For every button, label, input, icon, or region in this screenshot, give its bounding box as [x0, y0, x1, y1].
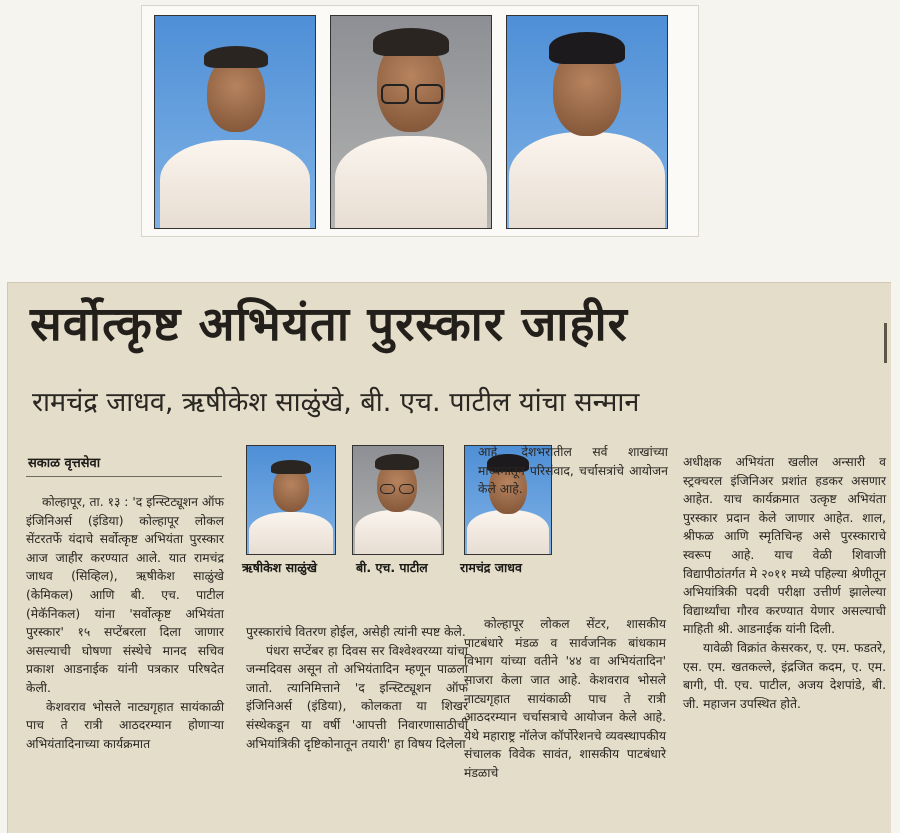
- inline-photo-middle: [352, 445, 444, 555]
- paragraph: कोल्हापूर, ता. १३ : 'द इन्स्टिट्यूशन ऑफ इंजिनिअर्स (इंडिया) कोल्हापूर लोकल सेंटरतर्फे यंदाचे सर्वोत्कृष्ट अभियंता पुरस्कार आज जाहीर करण्यात आले. यात रामचंद्र जाधव (सिव्हिल), ऋषीकेश साळुंखे (केमिकल) आणि बी. एच. पाटील (मेकॅनिकल) यांना 'सर्वोत्कृष्ट अभियंता पुरस्कार' १५ सप्टेंबरला दिला जाणार असल्याची घोषणा संस्थेचे मानद सचिव प्रकाश आडनाईक यांनी पत्रकार परिषदेत केली.: [26, 495, 224, 695]
- paragraph: यावेळी विक्रांत केसरकर, ए. एम. फडतरे, एस. एम. खतकल्ले, इंद्रजित कदम, ए. एम. बागी, पी. एच. पाटील, अजय देशपांडे, बी. जी. महाजन उपस्थित होते.: [683, 640, 886, 711]
- caption-left: ऋषीकेश साळुंखे: [242, 560, 317, 575]
- article-column-3-bottom: [464, 603, 666, 795]
- paragraph: पंधरा सप्टेंबर हा दिवस सर विश्वेश्वरय्या यांचा जन्मदिवस असून तो अभियंतादिन म्हणून पाळला जातो. त्यानिमित्ताने 'द इन्स्टिट्यूशन ऑफ इंजिनिअर्स (इंडिया), कोलकता या शिखर संस्थेकडून या वर्षी 'आपत्ती निवारणासाठीची अभियांत्रिकी दृष्टिकोनातून तयारी' हा विषय दिलेला: [246, 643, 468, 751]
- clipping-edge-mark: [884, 323, 887, 363]
- portrait-photo-middle: [330, 15, 492, 229]
- caption-middle: बी. एच. पाटील: [356, 560, 428, 575]
- paragraph: अधीक्षक अभियंता खलील अन्सारी व स्ट्रक्चरल इंजिनिअर प्रशांत हडकर असणार आहेत. याच कार्यक्रमात उत्कृष्ट अभियंता पुरस्कार प्रदान केले जाणार आहेत. शाल, श्रीफळ आणि स्मृतिचिन्ह असे पुरस्काराचे स्वरूप आहे. याच वेळी शिवाजी विद्यापीठांतर्गत मे २०११ मध्ये पहिल्या श्रेणीतून अभियांत्रिकी पदवी परीक्षा उत्तीर्ण झालेल्या विद्यार्थ्यांचा गौरव करण्यात येणार असल्याची माहिती श्री. आडनाईक यांनी दिली.: [683, 455, 886, 637]
- portrait-photo-left: [154, 15, 316, 229]
- article-column-2: [246, 623, 468, 753]
- paragraph: कोल्हापूर लोकल सेंटर, शासकीय पाटबंधारे मंडळ व सार्वजनिक बांधकाम विभाग यांच्या वतीने '४४ वा अभियंतादिन' साजरा केला जात आहे. केशवराव भोसले नाट्यगृहात सायंकाळी पाच ते रात्री आठदरम्यान चर्चासत्राचे आयोजन केले आहे. येथे महाराष्ट्र नॉलेज कॉर्पोरेशनचे व्यवस्थापकीय संचालक विवेक सावंत, शासकीय पाटबंधारे मंडळाचे: [464, 617, 666, 781]
- portrait-photo-right: [506, 15, 668, 229]
- newspaper-clipping: [7, 282, 891, 833]
- article-column-4: [683, 453, 886, 713]
- top-photo-strip: [141, 5, 699, 237]
- subheadline: रामचंद्र जाधव, ऋषीकेश साळुंखे, बी. एच. पाटील यांचा सन्मान: [32, 387, 640, 418]
- byline-divider: [26, 476, 222, 477]
- caption-right: रामचंद्र जाधव: [460, 560, 522, 575]
- byline: सकाळ वृत्तसेवा: [28, 456, 101, 471]
- article-column-1: [26, 493, 224, 753]
- paragraph: आहे. देशभरातील सर्व शाखांच्या माध्यमातून परिसंवाद, चर्चासत्रांचे आयोजन केले आहे.: [478, 445, 668, 497]
- inline-photo-left: [246, 445, 336, 555]
- headline: सर्वोत्कृष्ट अभियंता पुरस्कार जाहीर: [30, 297, 628, 352]
- paragraph: केशवराव भोसले नाट्यगृहात सायंकाळी पाच ते रात्री आठदरम्यान होणाऱ्या अभियंतादिनाच्या कार्यक्रमात: [26, 699, 224, 751]
- article-column-3-top: [478, 443, 668, 499]
- paragraph: पुरस्कारांचे वितरण होईल, असेही त्यांनी स्पष्ट केले.: [246, 625, 466, 639]
